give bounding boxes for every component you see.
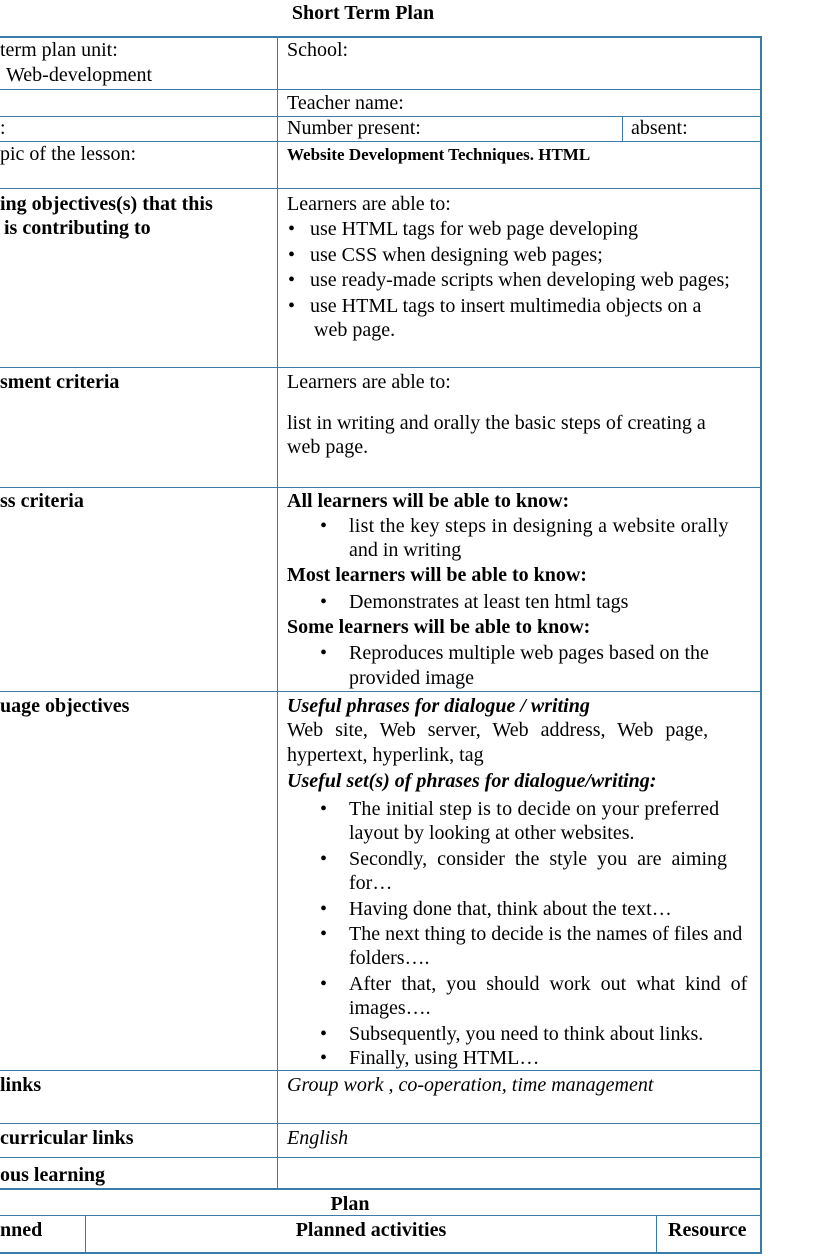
all-learners-item-continuation: and in writing	[349, 539, 462, 561]
all-learners-item: list the key steps in designing a website orally	[349, 515, 729, 537]
phrase-item: Having done that, think about the text…	[349, 898, 672, 920]
useful-phrases-heading: Useful phrases for dialogue / writing	[287, 695, 590, 717]
most-learners-heading: Most learners will be able to know:	[287, 564, 587, 586]
bullet-icon: •	[320, 1023, 328, 1045]
values-links-label: links	[0, 1074, 42, 1096]
bullet-icon: •	[288, 244, 296, 266]
bullet-icon: •	[320, 798, 328, 820]
objective-item: use HTML tags to insert multimedia objects on a	[310, 295, 702, 317]
some-learners-heading: Some learners will be able to know:	[287, 616, 591, 638]
unit-value: Web-development	[6, 64, 153, 86]
some-learners-item-continuation: provided image	[349, 667, 474, 689]
assessment-label: sment criteria	[0, 371, 120, 393]
objective-item: use CSS when designing web pages;	[310, 244, 603, 266]
most-learners-item: Demonstrates at least ten html tags	[349, 591, 629, 613]
bullet-icon: •	[288, 218, 296, 240]
topic-label: pic of the lesson:	[0, 143, 137, 165]
date-label-fragment: :	[0, 117, 6, 139]
objectives-intro: Learners are able to:	[287, 193, 451, 215]
assessment-line1: list in writing and orally the basic steps of creating a	[287, 412, 706, 434]
success-label: ss criteria	[0, 490, 84, 512]
previous-learning-label: ous learning	[0, 1164, 106, 1186]
teacher-name-label: Teacher name:	[287, 92, 404, 114]
unit-label: term plan unit:	[0, 39, 118, 61]
column-divider	[656, 1215, 657, 1254]
phrase-item: Subsequently, you need to think about links.	[349, 1023, 704, 1045]
topic-value: Website Development Techniques. HTML	[287, 145, 591, 164]
objective-item: use ready-made scripts when developing web pages;	[310, 269, 730, 291]
row-line	[0, 188, 762, 189]
values-links-value: Group work , co-operation, time management	[287, 1074, 654, 1096]
objective-item: use HTML tags for web page developing	[310, 218, 639, 240]
phrase-item: After that, you should work out what kind of	[349, 973, 748, 995]
page-title: Short Term Plan	[291, 2, 435, 24]
absent-label: absent:	[631, 117, 688, 139]
objectives-label-line1: ing objectives(s) that this	[0, 193, 213, 215]
assessment-line2: web page.	[287, 436, 369, 458]
resources-header: Resource	[668, 1219, 747, 1241]
cross-curricular-label: curricular links	[0, 1127, 134, 1149]
row-line	[0, 89, 762, 90]
vocabulary-line1: Web site, Web server, Web address, Web page,	[287, 719, 709, 741]
phrase-item: Secondly, consider the style you are aiming	[349, 848, 728, 870]
bullet-icon: •	[320, 1047, 328, 1069]
assessment-intro: Learners are able to:	[287, 371, 451, 393]
language-label: uage objectives	[0, 695, 130, 717]
phrase-item: The next thing to decide is the names of files and	[349, 923, 743, 945]
cross-curricular-value: English	[287, 1127, 349, 1149]
row-line	[0, 691, 762, 692]
phrase-item-continuation: images….	[349, 997, 431, 1019]
objectives-label-line2: is contributing to	[4, 217, 151, 239]
school-label: School:	[287, 39, 349, 61]
phrase-set-heading: Useful set(s) of phrases for dialogue/writing:	[287, 770, 657, 792]
row-line	[0, 367, 762, 368]
row-line	[0, 487, 762, 488]
bullet-icon: •	[288, 295, 296, 317]
row-line	[0, 1070, 762, 1071]
bullet-icon: •	[320, 515, 328, 537]
all-learners-heading: All learners will be able to know:	[287, 490, 570, 512]
row-line	[0, 1123, 762, 1124]
bullet-icon: •	[320, 848, 328, 870]
phrase-item: The initial step is to decide on your preferred	[349, 798, 720, 820]
some-learners-item: Reproduces multiple web pages based on the	[349, 642, 709, 664]
bullet-icon: •	[320, 923, 328, 945]
bullet-icon: •	[320, 642, 328, 664]
phrase-item: Finally, using HTML…	[349, 1047, 540, 1069]
column-divider	[277, 36, 278, 1190]
bullet-icon: •	[320, 898, 328, 920]
number-present-label: Number present:	[287, 117, 421, 139]
bullet-icon: •	[320, 973, 328, 995]
absent-divider	[622, 116, 623, 141]
row-line	[0, 1157, 762, 1158]
plan-heading: Plan	[330, 1193, 370, 1215]
bullet-icon: •	[288, 269, 296, 291]
bullet-icon: •	[320, 591, 328, 613]
phrase-item-continuation: for…	[349, 872, 393, 894]
phrase-item-continuation: folders….	[349, 947, 430, 969]
planned-timings-header: nned	[0, 1219, 43, 1241]
planned-activities-header: Planned activities	[295, 1219, 447, 1241]
phrase-item-continuation: layout by looking at other websites.	[349, 822, 635, 844]
vocabulary-line2: hypertext, hyperlink, tag	[287, 744, 484, 766]
objective-item-continuation: web page.	[314, 319, 396, 341]
